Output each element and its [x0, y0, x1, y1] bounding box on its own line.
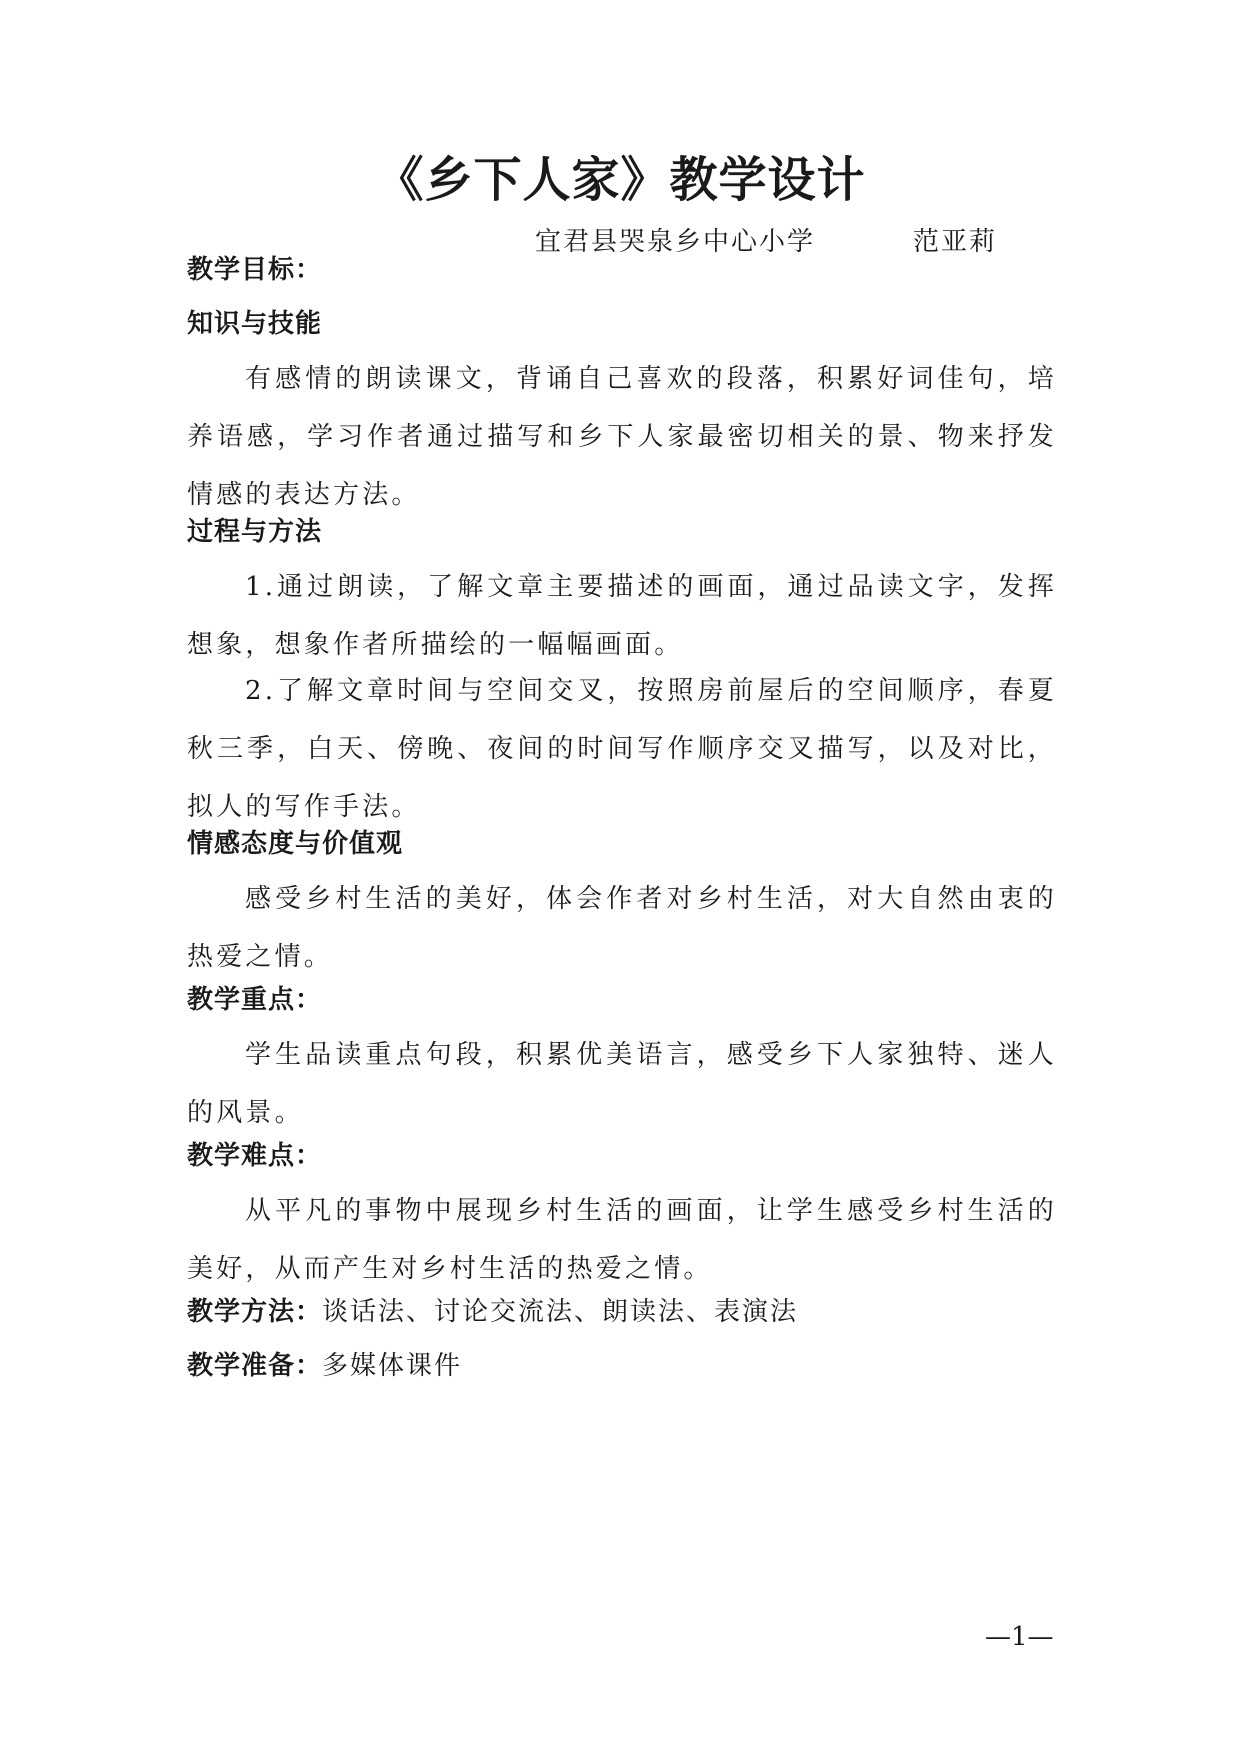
preparation-value: 多媒体课件	[322, 1351, 463, 1381]
objectives-heading: 教学目标：	[187, 255, 323, 285]
document-title: 《乡下人家》教学设计	[375, 152, 866, 208]
methods-line	[187, 1292, 1057, 1332]
process-paragraph-2: 2.了解文章时间与空间交叉，按照房前屋后的空间顺序，春夏秋三季，白天、傍晚、夜间的时间写作顺序交叉描写，以及对比，拟人的写作手法。	[187, 676, 1057, 822]
difficulty-paragraph: 从平凡的事物中展现乡村生活的画面，让学生感受乡村生活的美好，从而产生对乡村生活的热爱之情。	[187, 1196, 1057, 1284]
page-number: —1—	[985, 1622, 1054, 1652]
methods-value: 谈话法、讨论交流法、朗读法、表演法	[322, 1297, 799, 1327]
key-point-heading: 教学重点：	[187, 985, 323, 1015]
knowledge-heading: 知识与技能	[187, 309, 323, 339]
process-paragraph-1: 1.通过朗读，了解文章主要描述的画面，通过品读文字，发挥想象，想象作者所描绘的一幅幅画面。	[187, 572, 1057, 660]
author-school: 宜君县哭泉乡中心小学	[535, 227, 816, 257]
preparation-line	[187, 1346, 1057, 1386]
emotion-heading: 情感态度与价值观	[187, 829, 404, 859]
knowledge-paragraph: 有感情的朗读课文，背诵自己喜欢的段落，积累好词佳句，培养语感，学习作者通过描写和乡下人家最密切相关的景、物来抒发情感的表达方法。	[187, 364, 1057, 510]
process-heading: 过程与方法	[187, 517, 323, 547]
key-point-paragraph: 学生品读重点句段，积累优美语言，感受乡下人家独特、迷人的风景。	[187, 1040, 1057, 1128]
author-name: 范亚莉	[913, 227, 998, 257]
emotion-paragraph: 感受乡村生活的美好，体会作者对乡村生活，对大自然由衷的热爱之情。	[187, 884, 1057, 972]
difficulty-heading: 教学难点：	[187, 1141, 323, 1171]
preparation-label: 教学准备：	[187, 1351, 323, 1381]
methods-label: 教学方法：	[187, 1297, 323, 1327]
